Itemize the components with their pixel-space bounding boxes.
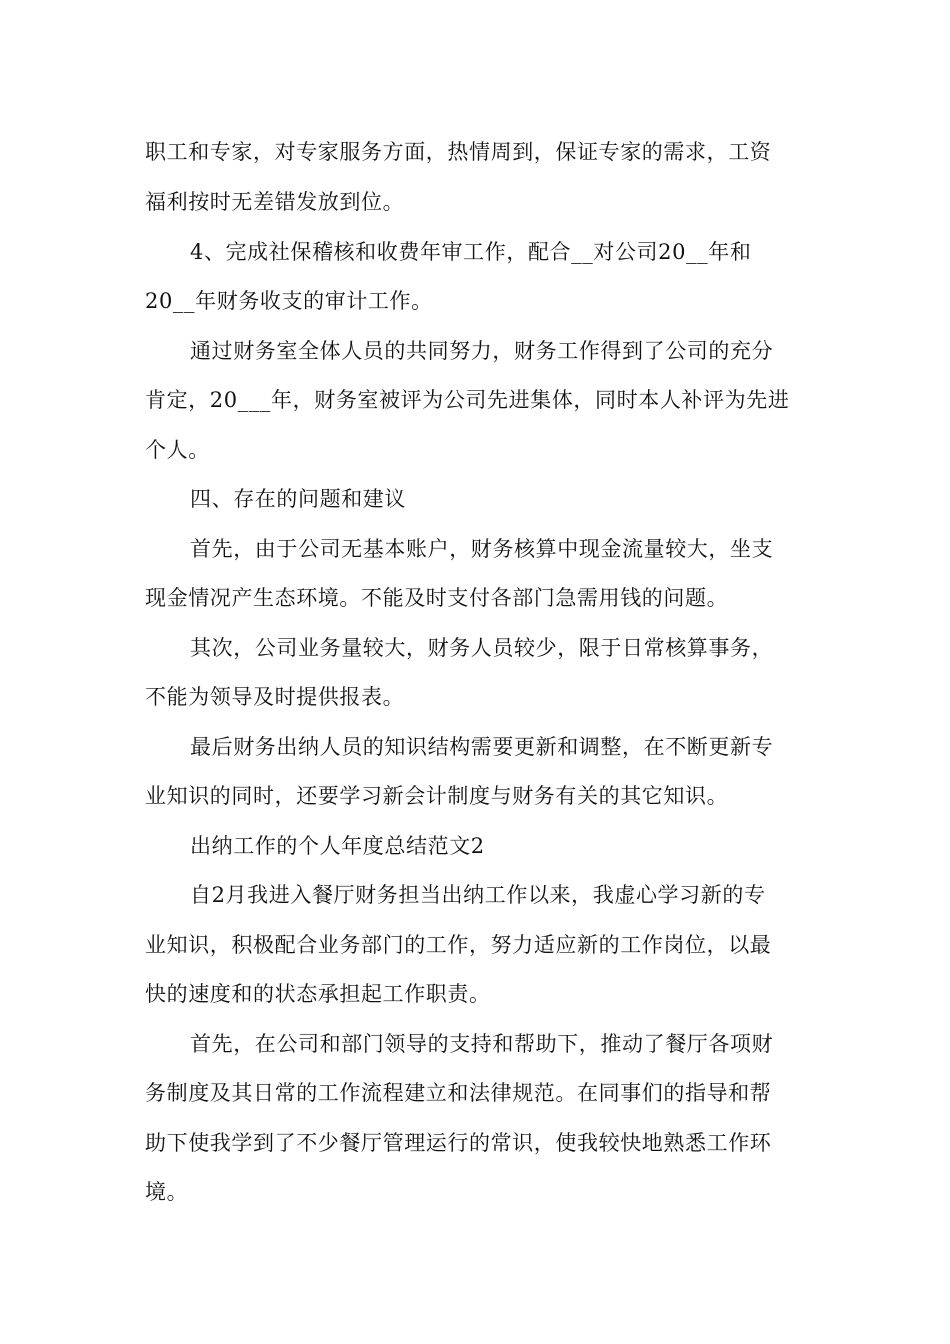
text-line: 个人。: [145, 438, 210, 462]
text-line: 4、完成社保稽核和收费年审工作，配合__对公司20__年和: [190, 240, 752, 264]
text-line: 20__年财务收支的审计工作。: [145, 289, 433, 313]
text-line: 不能为领导及时提供报表。: [145, 685, 405, 709]
text-line: 快的速度和的状态承担起工作职责。: [145, 982, 491, 1006]
text-line: 务制度及其日常的工作流程建立和法律规范。在同事们的指导和帮: [145, 1081, 772, 1105]
text-line: 最后财务出纳人员的知识结构需要更新和调整，在不断更新专: [190, 735, 774, 759]
text-line: 境。: [145, 1180, 189, 1204]
text-line: 其次，公司业务量较大，财务人员较少，限于日常核算事务，: [190, 636, 774, 660]
text-line: 首先，由于公司无基本账户，财务核算中现金流量较大，坐支: [190, 537, 774, 561]
text-line: 通过财务室全体人员的共同努力，财务工作得到了公司的充分: [190, 339, 774, 363]
text-line: 自2月我进入餐厅财务担当出纳工作以来，我虚心学习新的专: [190, 883, 766, 907]
article-title: 出纳工作的个人年度总结范文2: [190, 834, 485, 858]
text-line: 职工和专家，对专家服务方面，热情周到，保证专家的需求，工资: [145, 140, 772, 164]
text-line: 业知识的同时，还要学习新会计制度与财务有关的其它知识。: [145, 784, 729, 808]
text-line: 首先，在公司和部门领导的支持和帮助下，推动了餐厅各项财: [190, 1032, 774, 1056]
text-line: 福利按时无差错发放到位。: [145, 190, 405, 214]
text-line: 助下使我学到了不少餐厅管理运行的常识，使我较快地熟悉工作环: [145, 1131, 772, 1155]
text-line: 业知识，积极配合业务部门的工作，努力适应新的工作岗位，以最: [145, 933, 772, 957]
section-heading: 四、存在的问题和建议: [190, 487, 406, 511]
text-line: 现金情况产生态环境。不能及时支付各部门急需用钱的问题。: [145, 586, 729, 610]
text-line: 肯定，20___年，财务室被评为公司先进集体，同时本人补评为先进: [145, 388, 790, 412]
